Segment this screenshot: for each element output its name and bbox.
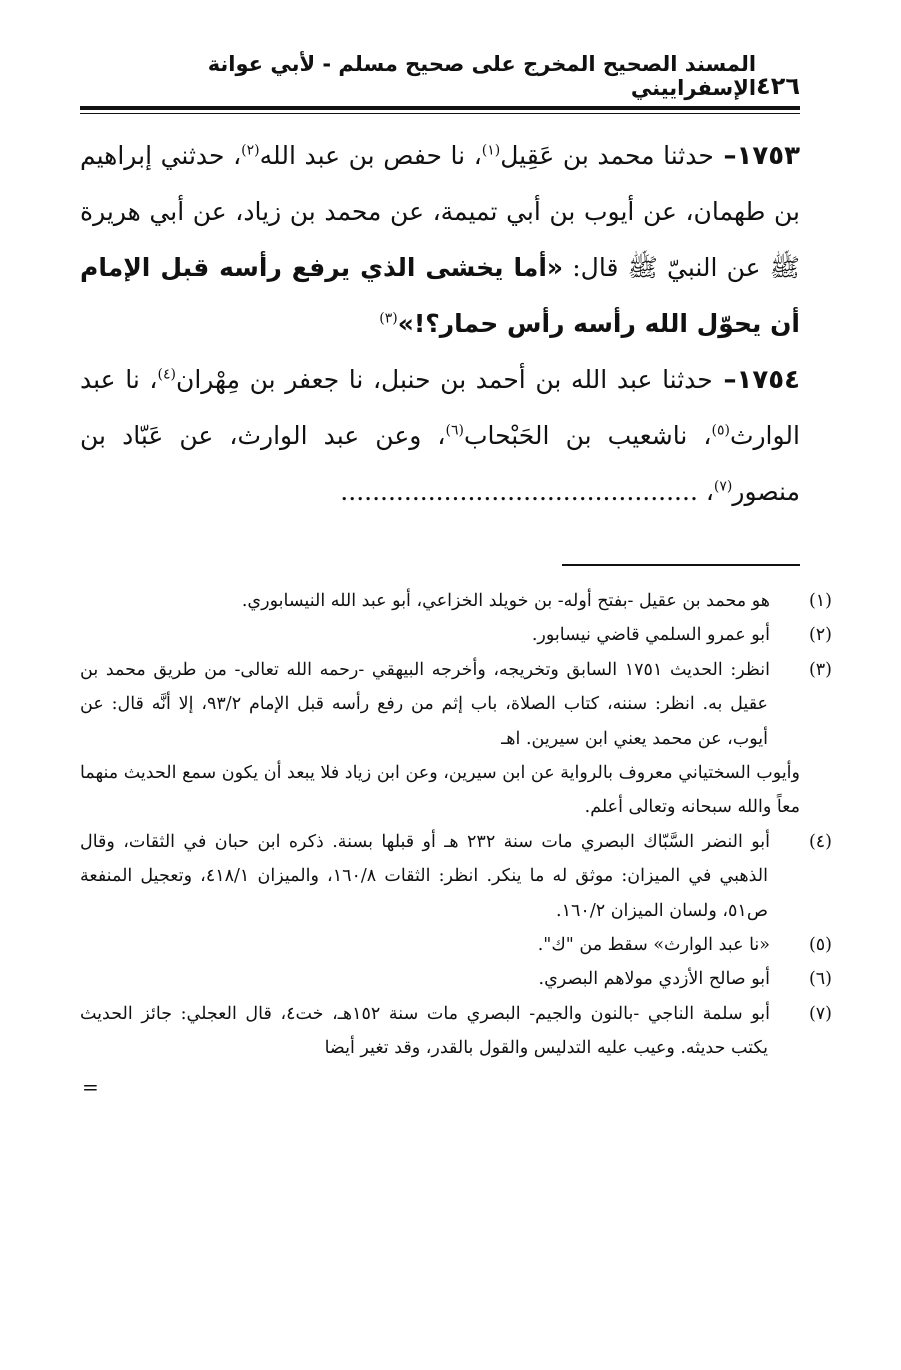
footnote-1	[80, 584, 832, 618]
footnote-text: هو محمد بن عقيل -بفتح أوله- بن خويلد الخزاعي، أبو عبد الله النيسابوري.	[241, 591, 770, 611]
footnote-number: (٦)	[808, 969, 832, 990]
footnote-text: أبو سلمة الناجي -بالنون والجيم- البصري مات سنة ١٥٢هـ، خت٤، قال العجلي: جائز الحديث يكتب حديثه. وعيب عليه التدليس والقول بالقدر، وقد تغير أيضا	[80, 1003, 770, 1059]
footnote-ref: (١)	[481, 142, 501, 159]
footnote-number: (٢)	[808, 625, 832, 646]
hadith-text: ، وعن عبد الوارث، عن عَبّاد بن منصور	[80, 421, 800, 506]
main-text	[80, 128, 800, 520]
hadith-1754	[80, 352, 800, 520]
hadith-1753	[80, 128, 800, 352]
footnote-number: (٤)	[808, 831, 832, 852]
footnote-ref: (٥)	[711, 422, 730, 439]
prophetic-quote: «أما يخشى الذي يرفع رأسه قبل الإمام أن يحوّل الله رأسه رأس حمار؟!»	[80, 253, 800, 338]
header-rule-thin	[80, 113, 800, 114]
running-title: المسند الصحيح المخرج على صحيح مسلم - لأبي عوانة الإسفراييني	[207, 52, 757, 100]
footnote-number: (٣)	[808, 659, 832, 680]
footnote-text: أبو عمرو السلمي قاضي نيسابور.	[531, 625, 770, 646]
footnote-5	[80, 928, 832, 962]
footnote-7	[80, 997, 832, 1066]
footnote-number: (٧)	[808, 1003, 832, 1024]
footnote-3	[80, 653, 832, 756]
hadith-dash: –	[712, 365, 737, 395]
hadith-number: ١٧٥٤	[736, 365, 800, 395]
hadith-dash: –	[713, 141, 737, 171]
hadith-text: ، .............................................	[340, 477, 714, 506]
document-page	[80, 52, 832, 1099]
hadith-text: ، ناشعيب بن الحَبْحاب	[463, 421, 712, 450]
hadith-text: حدثنا محمد بن عَقِيل	[500, 141, 714, 170]
footnote-4	[80, 825, 832, 928]
footnote-text: أبو النضر السَّبّاك البصري مات سنة ٢٣٢ هـ أو قبلها بسنة. ذكره ابن حبان في الثقات، وقال الذهبي في الميزان: موثق له ما ينكر. انظر: الثقات ١٦٠/٨، والميزان ٤١٨/١، وتعجيل المنفعة ص٥١، ولسان الميزان ١٦٠/٢.	[80, 831, 770, 921]
hadith-text: ، نا حفص بن عبد الله	[259, 141, 482, 170]
page-header	[80, 52, 800, 100]
footnotes	[80, 584, 832, 1099]
hadith-text: ، حدثني إبراهيم بن طهمان، عن أيوب بن أبي تميمة، عن محمد بن زياد، عن أبي هريرة ﷺ عن النبيّ ﷺ قال:	[80, 141, 800, 282]
footnote-ref: (٦)	[445, 422, 464, 439]
footnote-text: «نا عبد الوارث» سقط من "ك".	[537, 935, 770, 956]
footnote-text: انظر: الحديث ١٧٥١ السابق وتخريجه، وأخرجه البيهقي -رحمه الله تعالى- من طريق محمد بن عقيل به. انظر: سننه، كتاب الصلاة، باب إثم من رفع رأسه قبل الإمام ٩٣/٢، إلا أنَّه قال: عن أيوب، عن محمد يعني ابن سيرين. اهـ	[80, 659, 770, 749]
footnote-separator	[562, 564, 800, 566]
footnote-6	[80, 962, 832, 996]
footnote-ref: (٣)	[379, 310, 398, 327]
hadith-number: ١٧٥٣	[736, 141, 801, 171]
footnote-2	[80, 618, 832, 652]
hadith-text: ، نا عبد الوارث	[80, 365, 800, 450]
footnote-ref: (٢)	[241, 142, 260, 159]
footnote-number: (٥)	[808, 935, 832, 956]
footnote-text: أبو صالح الأزدي مولاهم البصري.	[538, 969, 770, 990]
page-number: ٤٢٦	[756, 72, 800, 100]
footnote-ref: (٤)	[157, 366, 176, 383]
footnote-3-continuation: وأيوب السختياني معروف بالرواية عن ابن سيرين، وعن ابن زياد فلا يبعد أن يكون سمع الحديث منهما معاً والله سبحانه وتعالى أعلم.	[80, 763, 800, 818]
header-rule-thick	[80, 106, 800, 110]
footnote-ref: (٧)	[713, 478, 733, 495]
continuation-mark: =	[82, 1074, 99, 1099]
footnote-number: (١)	[808, 591, 832, 611]
hadith-text: حدثنا عبد الله بن أحمد بن حنبل، نا جعفر بن مِهْران	[175, 365, 713, 394]
